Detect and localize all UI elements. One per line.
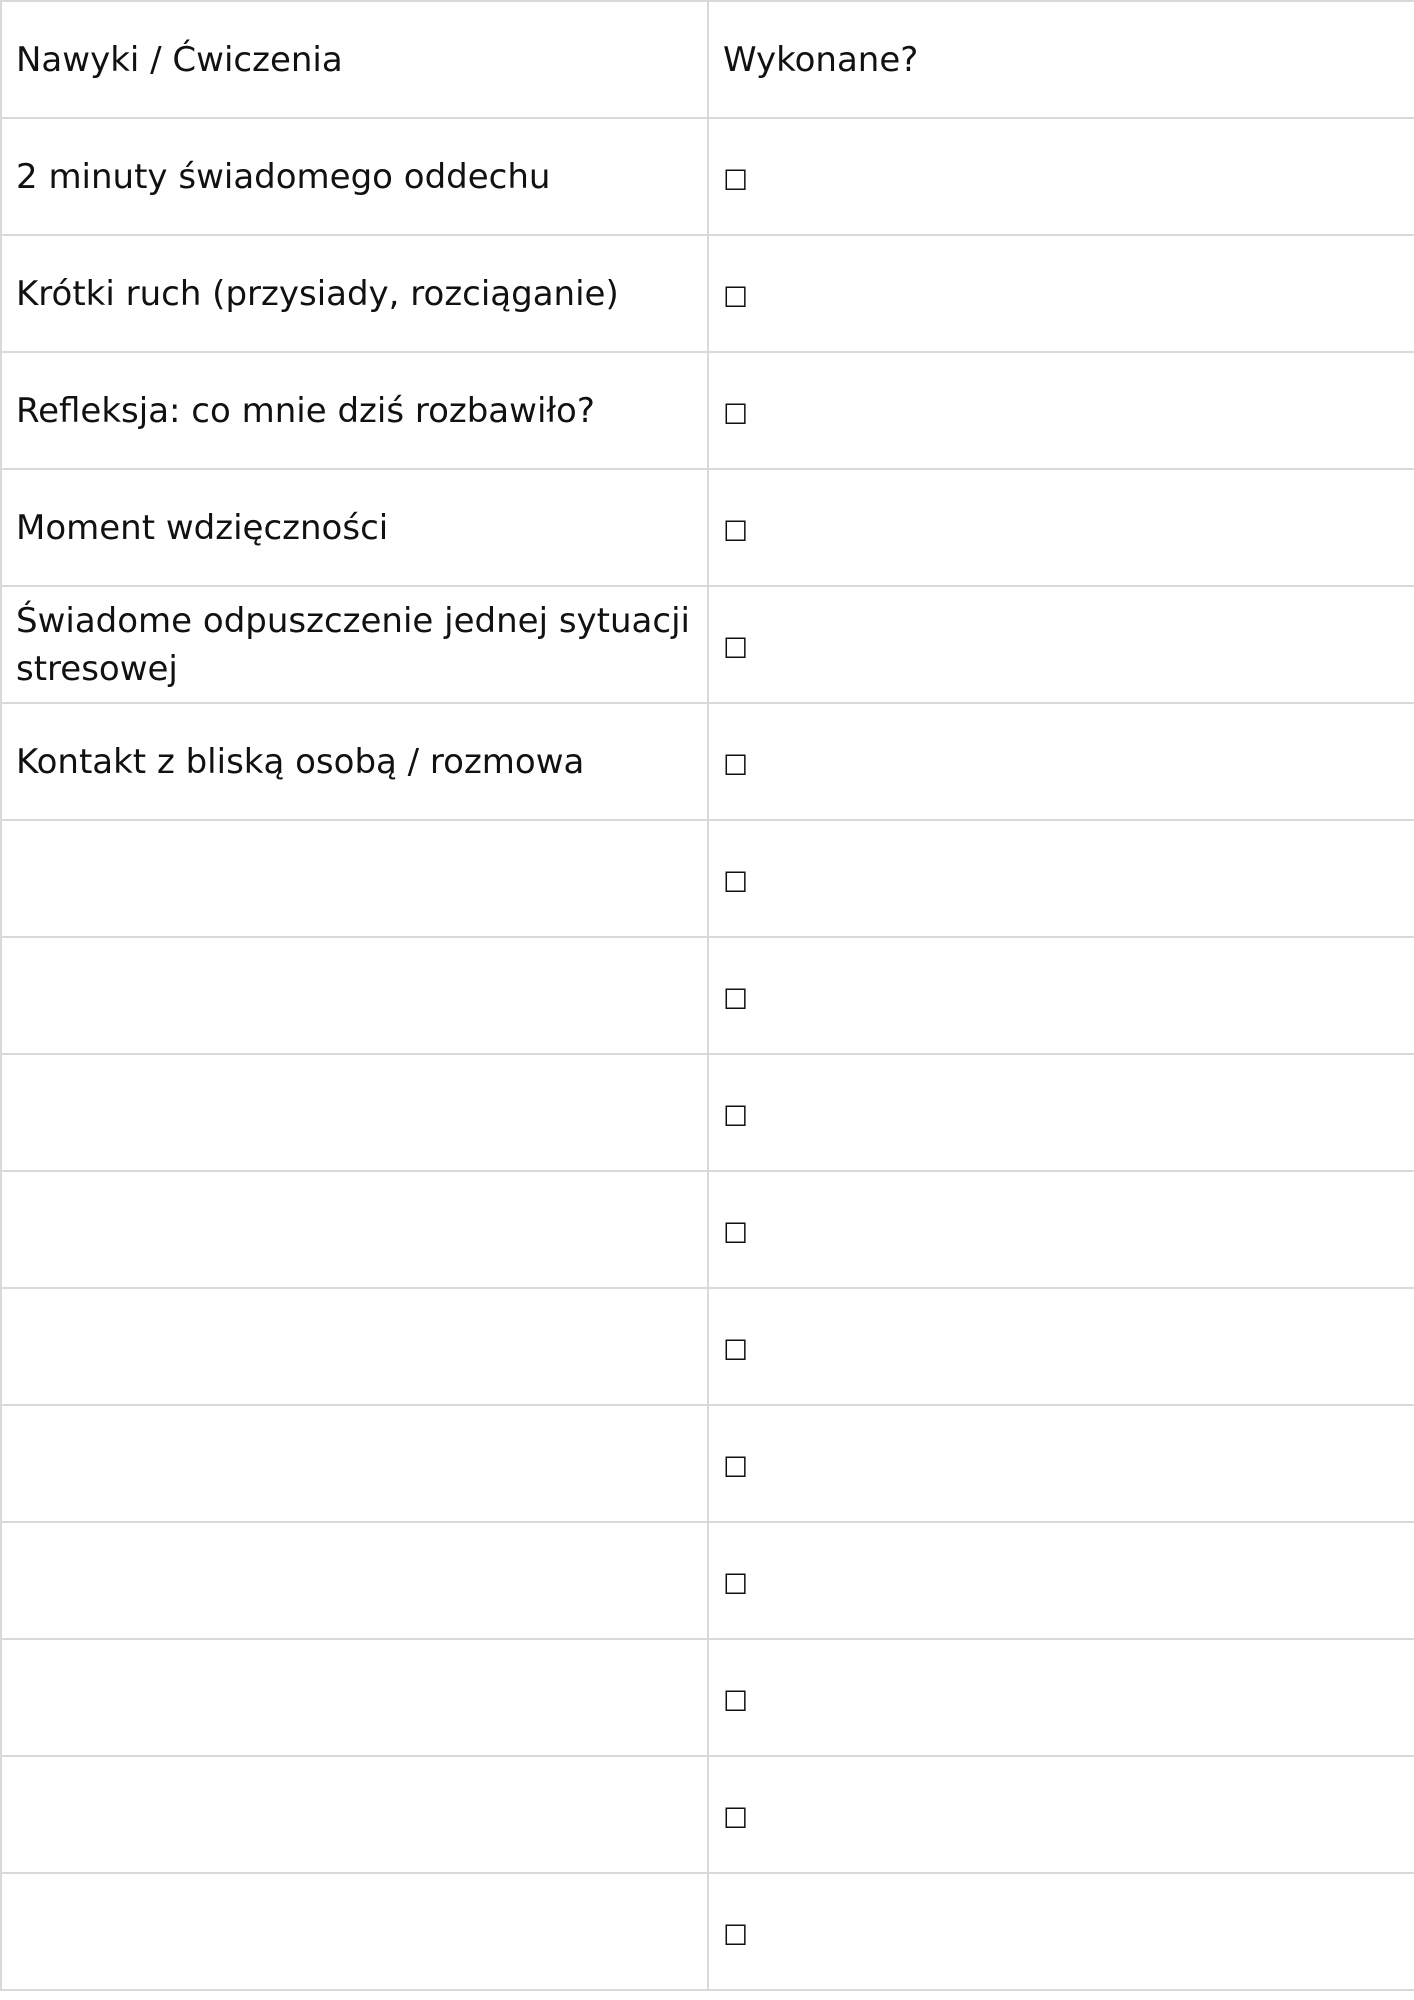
done-cell (708, 1288, 1414, 1405)
checkbox-icon[interactable]: ☐ (723, 1099, 749, 1133)
table-row (1, 1054, 1414, 1171)
table-row (1, 1873, 1414, 1990)
table-row (1, 1405, 1414, 1522)
habit-cell: Refleksja: co mnie dziś rozbawiło? (1, 352, 708, 469)
habit-cell (1, 1405, 708, 1522)
table-row (1, 352, 1414, 469)
header-habit-cell: Nawyki / Ćwiczenia (1, 1, 708, 118)
checkbox-icon[interactable]: ☐ (723, 163, 749, 197)
habit-cell: Świadome odpuszczenie jednej sytuacji stresowej (1, 586, 708, 703)
table-row (1, 118, 1414, 235)
done-cell (708, 1756, 1414, 1873)
header-row (1, 1, 1414, 118)
checkbox-icon[interactable]: ☐ (723, 1801, 749, 1835)
done-cell (708, 352, 1414, 469)
done-cell (708, 586, 1414, 703)
checkbox-icon[interactable]: ☐ (723, 1918, 749, 1952)
checkbox-icon[interactable]: ☐ (723, 397, 749, 431)
done-cell (708, 820, 1414, 937)
table-row (1, 469, 1414, 586)
checkbox-icon[interactable]: ☐ (723, 280, 749, 314)
habit-cell (1, 1288, 708, 1405)
habit-cell (1, 1522, 708, 1639)
done-cell (708, 469, 1414, 586)
checkbox-icon[interactable]: ☐ (723, 631, 749, 665)
habit-cell: Moment wdzięczności (1, 469, 708, 586)
done-cell (708, 235, 1414, 352)
header-done-cell: Wykonane? (708, 1, 1414, 118)
checkbox-icon[interactable]: ☐ (723, 865, 749, 899)
checkbox-icon[interactable]: ☐ (723, 1450, 749, 1484)
done-cell (708, 1639, 1414, 1756)
done-cell (708, 1054, 1414, 1171)
table-row (1, 586, 1414, 703)
habit-cell (1, 1756, 708, 1873)
done-cell (708, 118, 1414, 235)
table-row (1, 1522, 1414, 1639)
checkbox-icon[interactable]: ☐ (723, 982, 749, 1016)
table-row (1, 937, 1414, 1054)
habit-cell: Kontakt z bliską osobą / rozmowa (1, 703, 708, 820)
table-row (1, 1756, 1414, 1873)
habit-cell (1, 1054, 708, 1171)
checkbox-icon[interactable]: ☐ (723, 1567, 749, 1601)
done-cell (708, 1873, 1414, 1990)
checkbox-icon[interactable]: ☐ (723, 748, 749, 782)
checkbox-icon[interactable]: ☐ (723, 1216, 749, 1250)
habit-cell (1, 820, 708, 937)
table-row (1, 703, 1414, 820)
checkbox-icon[interactable]: ☐ (723, 514, 749, 548)
table-row (1, 1171, 1414, 1288)
table-row (1, 1288, 1414, 1405)
checkbox-icon[interactable]: ☐ (723, 1333, 749, 1367)
habit-cell: 2 minuty świadomego oddechu (1, 118, 708, 235)
done-cell (708, 1171, 1414, 1288)
done-cell (708, 937, 1414, 1054)
checkbox-icon[interactable]: ☐ (723, 1684, 749, 1718)
habit-cell (1, 937, 708, 1054)
done-cell (708, 1405, 1414, 1522)
habit-cell: Krótki ruch (przysiady, rozciąganie) (1, 235, 708, 352)
table-row (1, 820, 1414, 937)
done-cell (708, 703, 1414, 820)
habit-cell (1, 1171, 708, 1288)
table-row (1, 1639, 1414, 1756)
habit-cell (1, 1873, 708, 1990)
habit-cell (1, 1639, 708, 1756)
done-cell (708, 1522, 1414, 1639)
table-row (1, 235, 1414, 352)
